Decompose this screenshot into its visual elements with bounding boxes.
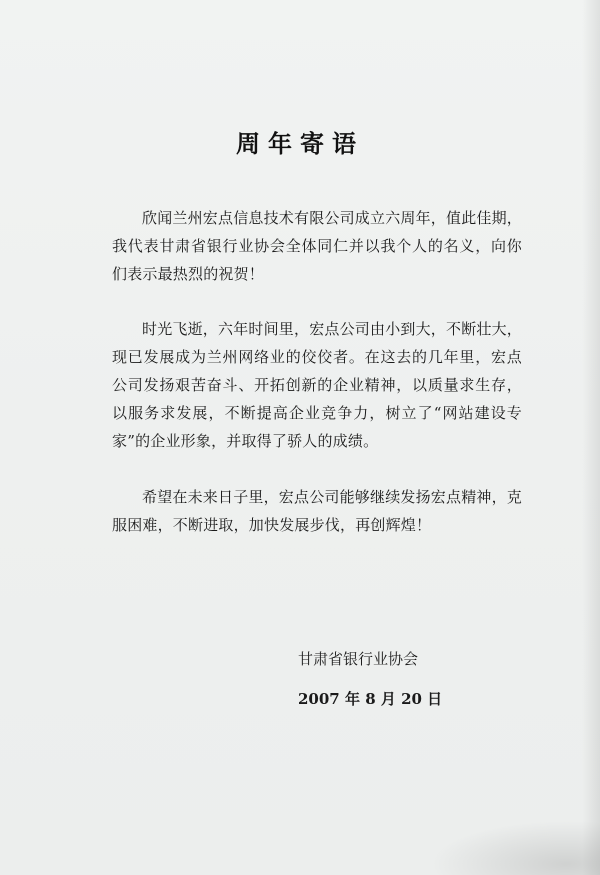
paper-edge-shadow bbox=[582, 0, 600, 875]
paragraph-congratulations: 欣闻兰州宏点信息技术有限公司成立六周年，值此佳期，我代表甘肃省银行业协会全体同仁并以我个人的名义，向你们表示最热烈的祝贺！ bbox=[112, 209, 523, 283]
paragraph-achievements: 时光飞逝，六年时间里，宏点公司由小到大，不断壮大，现已发展成为兰州网络业的佼佼者。在这去的几年里，宏点公司发扬艰苦奋斗、开拓创新的企业精神，以质量求生存，以服务求发展，不断提高企业竞争力，树立了“网站建设专家”的企业形象，并取得了骄人的成绩。 bbox=[112, 320, 523, 450]
signature-organization: 甘肃省银行业协会 bbox=[298, 650, 419, 668]
letter-date: 2007 年 8 月 20 日 bbox=[298, 690, 443, 708]
paragraph-wishes: 希望在未来日子里，宏点公司能够继续发扬宏点精神，克服困难，不断进取，加快发展步伐，再创辉煌！ bbox=[112, 488, 523, 534]
letter-title: 周年寄语 bbox=[236, 129, 364, 158]
scan-shadow bbox=[430, 820, 600, 875]
